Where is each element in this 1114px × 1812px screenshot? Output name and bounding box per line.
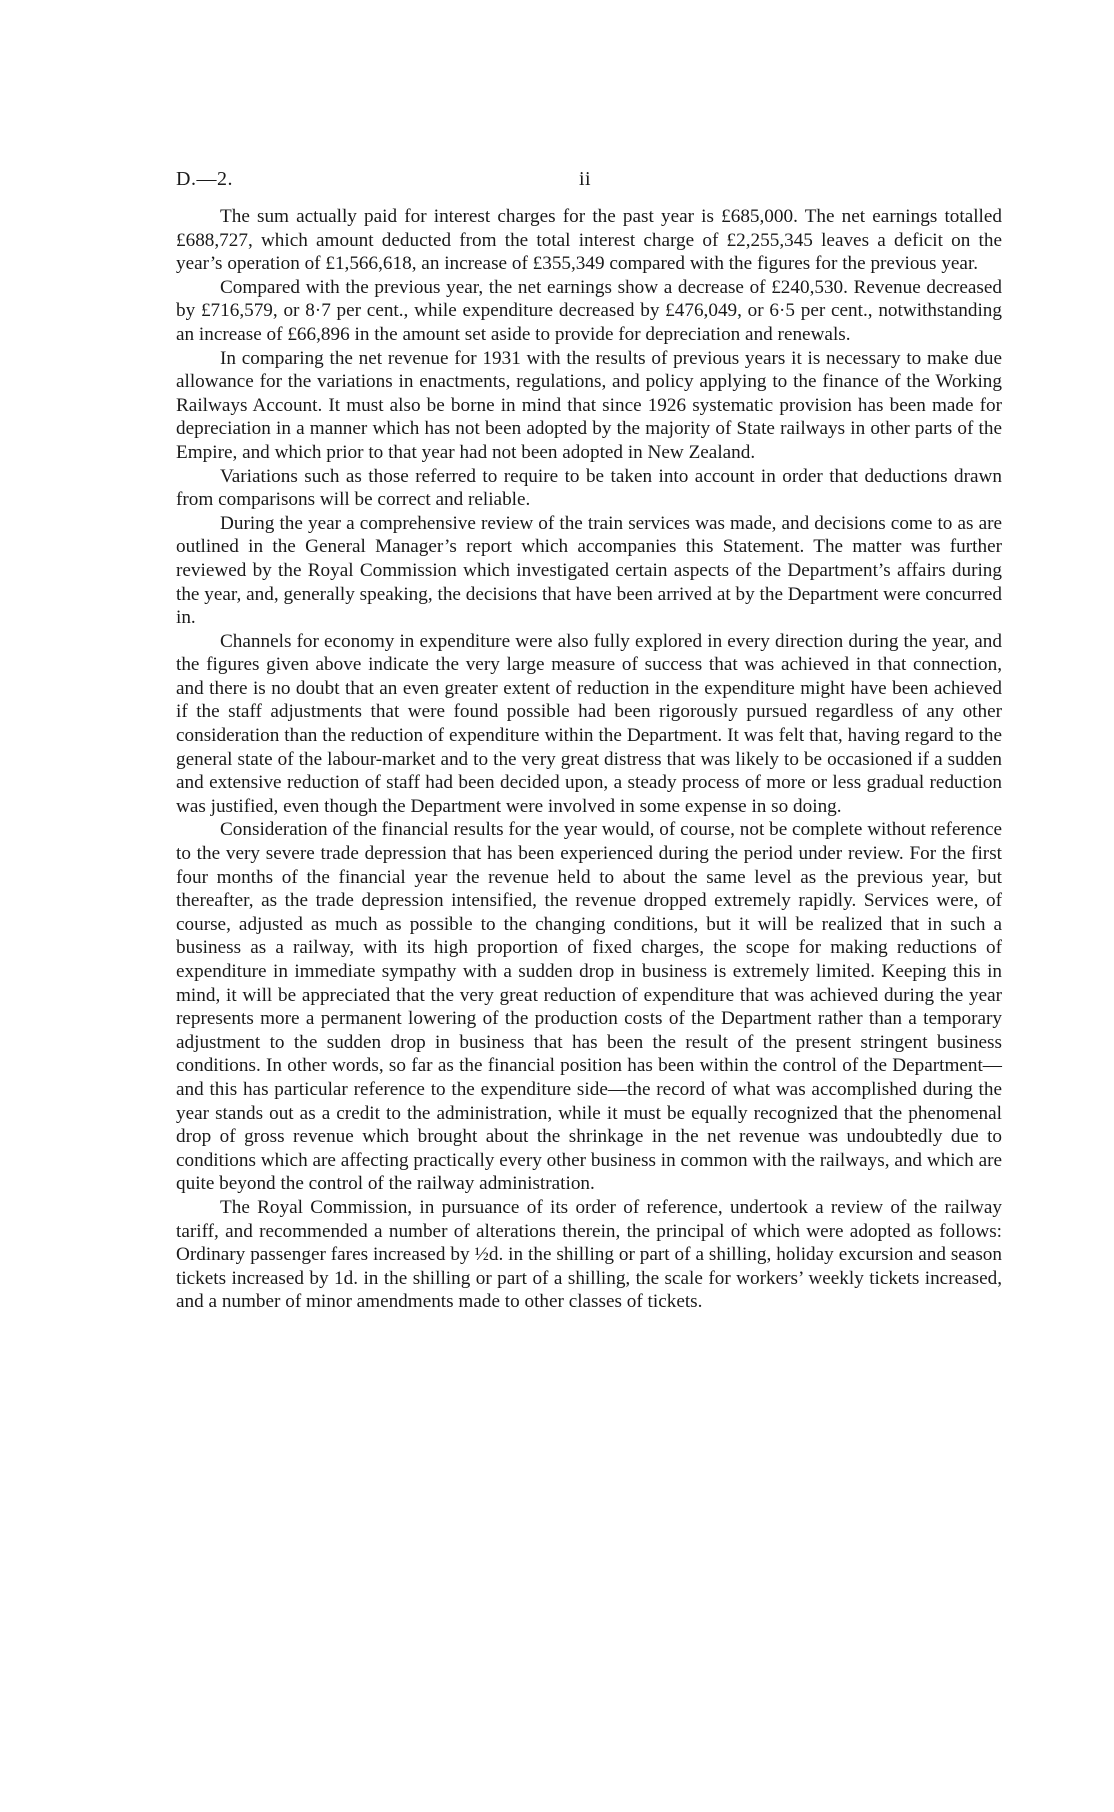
paragraph-economy-expenditure: Channels for economy in expenditure were also fully explored in every direction during the year, and the figures given above indicate the very large measure of success that was achieved in that connection, and there is no doubt that an even greater extent of reduction in the expenditure might have been achieved if the staff adjustments that were found possible had been rigorously pursued regardless of any other consideration than the reduction of expenditure within the Department. It was felt that, having regard to the general state of the labour-market and to the very great distress that was likely to be occasioned if a sudden and extensive reduction of staff had been decided upon, a steady process of more or less gradual reduction was justified, even though the Department were involved in some expense in so doing. [176,630,1002,817]
page-header [176,168,1002,194]
document-reference: D.—2. [176,168,233,190]
page-number: ii [579,168,592,190]
body-text [176,205,1002,1314]
paragraph-royal-commission-tariff: The Royal Commission, in pursuance of its order of reference, undertook a review of the railway tariff, and recommended a number of alterations therein, the principal of which were adopted as follows: Ordinary passenger fares increased by ½d. in the shilling or part of a shilling, holiday excursion and season tickets increased by 1d. in the shilling or part of a shilling, the scale for workers’ weekly tickets increased, and a number of minor amendments made to other classes of tickets. [176,1196,1002,1313]
paragraph-financial-results: Consideration of the financial results for the year would, of course, not be complete without reference to the very severe trade depression that has been experienced during the period under review. For the first four months of the financial year the revenue held to about the same level as the previous year, but thereafter, as the trade depression intensified, the revenue dropped extremely rapidly. Services were, of course, adjusted as much as possible to the changing conditions, but it will be realized that in such a business as a railway, with its high proportion of fixed charges, the scope for making reductions of expenditure in immediate sympathy with a sudden drop in business is extremely limited. Keeping this in mind, it will be appreciated that the very great reduction of expenditure that was achieved during the year represents more a permanent lowering of the production costs of the Department rather than a temporary adjustment to the sudden drop in business that has been the result of the present stringent business conditions. In other words, so far as the financial position has been within the control of the Department—and this has particular reference to the expenditure side—the record of what was accomplished during the year stands out as a credit to the administration, while it must be equally recognized that the phenomenal drop of gross revenue which brought about the shrinkage in the net revenue was undoubtedly due to conditions which are affecting practically every other business in common with the railways, and which are quite beyond the control of the railway administration. [176,819,1002,1195]
paragraph-net-earnings: Compared with the previous year, the net earnings show a decrease of £240,530. Revenue decreased by £716,579, or 8·7 per cent., while expenditure decreased by £476,049, or 6·5 per cent., notwithstanding an increase of £66,896 in the amount set aside to provide for depreciation and renewals. [176,276,1002,345]
paragraph-variations: Variations such as those referred to require to be taken into account in order that deductions drawn from comparisons will be correct and reliable. [176,465,1002,511]
paragraph-comparing-revenue: In comparing the net revenue for 1931 with the results of previous years it is necessary to make due allowance for the variations in enactments, regulations, and policy applying to the finance of the Working Railways Account. It must also be borne in mind that since 1926 systematic provision has been made for depreciation in a manner which has not been adopted by the majority of State railways in other parts of the Empire, and which prior to that year had not been adopted in New Zealand. [176,347,1002,463]
paragraph-interest-charges: The sum actually paid for interest charges for the past year is £685,000. The net earnings totalled £688,727, which amount deducted from the total interest charge of £2,255,345 leaves a deficit on the year’s operation of £1,566,618, an increase of £355,349 compared with the figures for the previous year. [176,206,1002,275]
paragraph-train-services-review: During the year a comprehensive review of the train services was made, and decisions come to as are outlined in the General Manager’s report which accompanies this Statement. The matter was further reviewed by the Royal Commission which investigated certain aspects of the Department’s affairs during the year, and, generally speaking, the decisions that have been arrived at by the Department were concurred in. [176,512,1002,629]
